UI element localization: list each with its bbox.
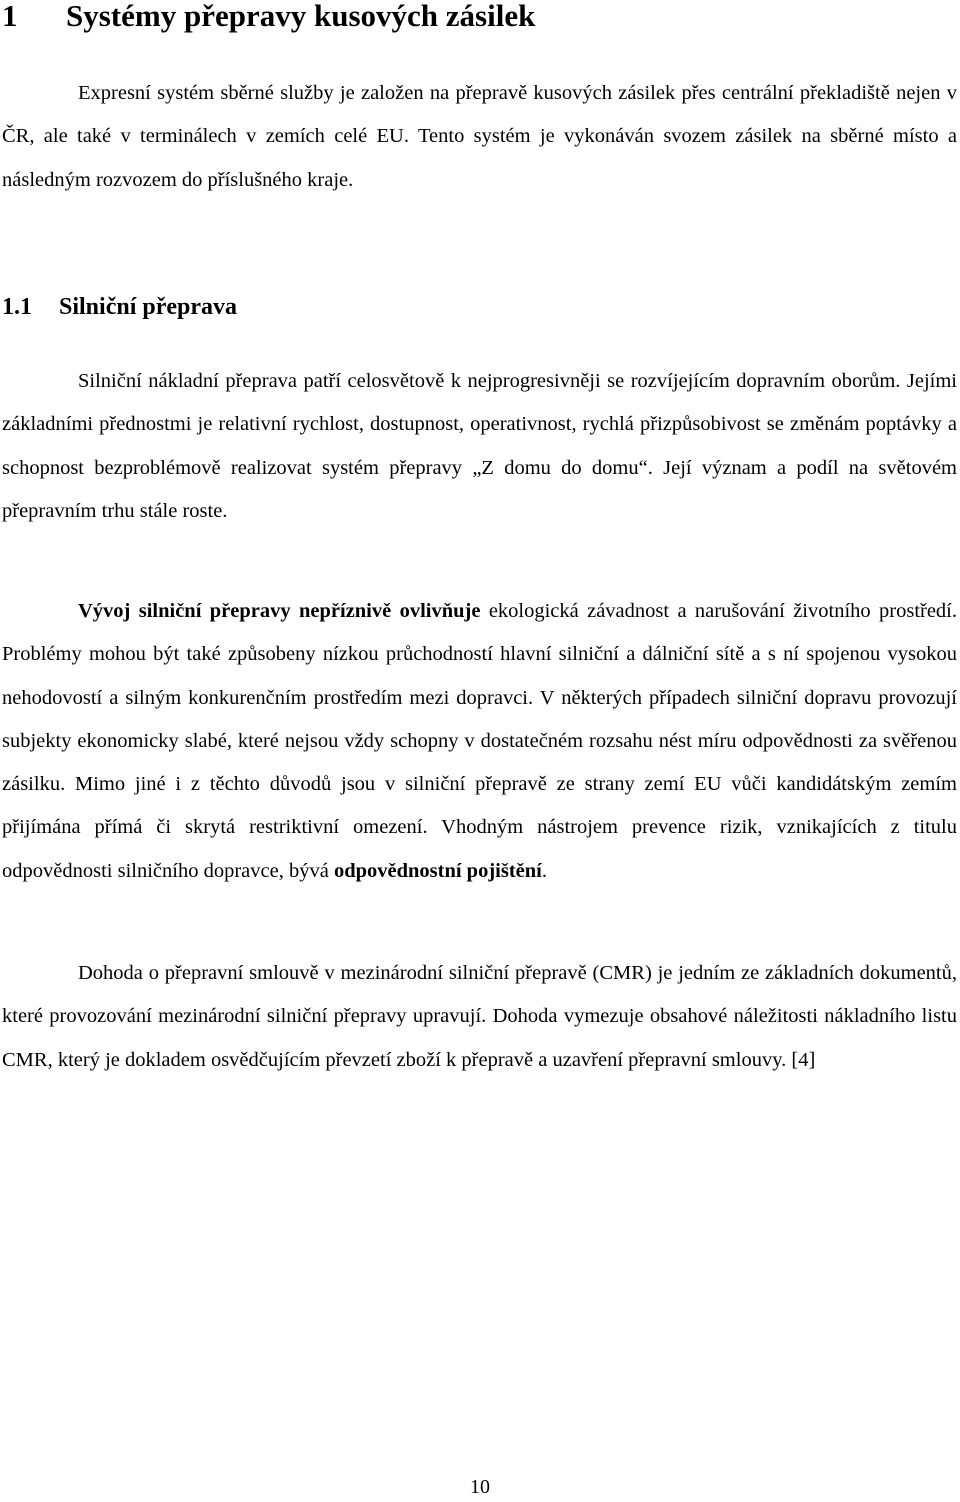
- paragraph-cmr: Dohoda o přepravní smlouvě v mezinárodní silniční přepravě (CMR) je jedním ze základních dokumentů, které provozování mezinárodní silniční přepravy upravují. Dohoda vymezuje obsahové náležitosti nákladního listu CMR, který je dokladem osvědčujícím převzetí zboží k přepravě a uzavření přepravní smlouvy. [4]: [2, 962, 957, 1071]
- page-number: 10: [470, 1476, 490, 1498]
- section-title: Silniční přeprava: [59, 294, 238, 320]
- chapter-heading: [2, 0, 535, 36]
- paragraph-development-text: ekologická závadnost a narušování životního prostředí. Problémy mohou být také způsobeny nízkou průchodností hlavní silniční a dálniční sítě a s ní spojenou vysokou nehodovostí a silným konkurenčním prostředím mezi dopravci. V některých případech silniční dopravu provozují subjekty ekonomicky slabé, které nejsou vždy schopny v dostatečném rozsahu nést míru odpovědnosti za svěřenou zásilku. Mimo jiné i z těchto důvodů jsou v silniční přepravě ze strany zemí EU vůči kandidátským zemím přijímána přímá či skrytá restriktivní omezení. Vhodným nástrojem prevence rizik, vznikajících z titulu odpovědnosti silničního dopravce, bývá: [2, 600, 958, 882]
- section-number: 1.1: [2, 294, 32, 320]
- bold-term: odpovědnostní pojištění: [333, 859, 542, 882]
- section-heading: [2, 289, 237, 325]
- chapter-number: 1: [2, 0, 18, 33]
- chapter-title: Systémy přepravy kusových zásilek: [66, 0, 536, 33]
- bold-lead: Vývoj silniční přepravy nepříznivě ovlivňuje: [78, 600, 481, 622]
- paragraph-intro: Expresní systém sběrné služby je založen na přepravě kusových zásilek přes centrální překladiště nejen v ČR, ale také v terminálech v zemích celé EU. Tento systém je vykonáván svozem zásilek na sběrné místo a následným rozvozem do příslušného kraje.: [2, 82, 957, 191]
- paragraph-development: [2, 590, 957, 893]
- paragraph-road-transport: Silniční nákladní přeprava patří celosvětově k nejprogresivněji se rozvíjejícím dopravním oborům. Jejími základními přednostmi je relativní rychlost, dostupnost, operativnost, rychlá přizpůsobivost se změnám poptávky a schopnost bezproblémově realizovat systém přepravy „Z domu do domu“. Její význam a podíl na světovém přepravním trhu stále roste.: [2, 370, 957, 522]
- paragraph-development-end: .: [541, 859, 547, 882]
